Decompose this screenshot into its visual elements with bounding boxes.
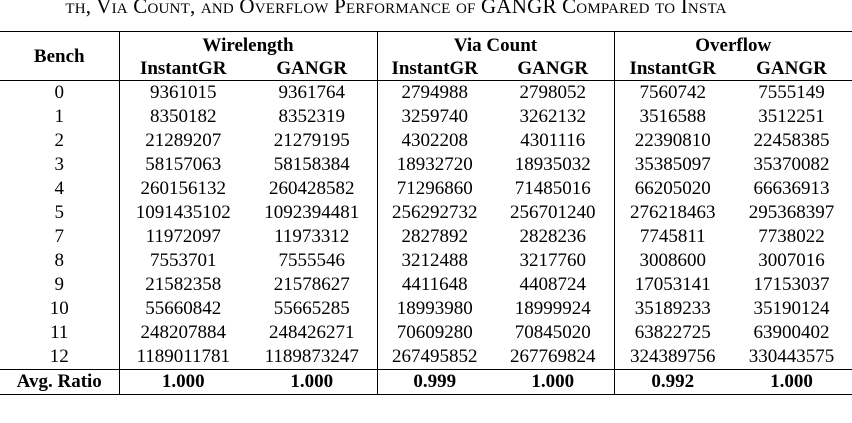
group-header-via-count: Via Count (377, 32, 614, 58)
value-cell: 58158384 (273, 154, 350, 175)
value-cell: 3008600 (614, 249, 731, 273)
results-table (0, 31, 852, 395)
value-cell: 1.000 (770, 371, 813, 392)
value-cell: 11972097 (119, 225, 247, 249)
value-cell: 3512251 (758, 106, 825, 127)
sub-header: InstantGR (119, 57, 247, 81)
value-cell: 21578627 (273, 274, 350, 295)
value-cell: 35385097 (614, 153, 731, 177)
table-row (0, 177, 852, 201)
bench-cell: 7 (54, 226, 64, 247)
sub-header: GANGR (517, 57, 589, 79)
value-cell: 9361015 (119, 81, 247, 106)
group-header-row (0, 32, 852, 58)
value-cell: 35370082 (753, 154, 830, 175)
value-cell: 330443575 (748, 346, 835, 367)
sub-header: InstantGR (377, 57, 492, 81)
value-cell: 70609280 (377, 321, 492, 345)
bench-cell: 0 (54, 82, 64, 103)
group-header-overflow: Overflow (614, 32, 852, 58)
value-cell: 66636913 (753, 178, 830, 199)
value-cell: 3007016 (758, 250, 825, 271)
value-cell: 1.000 (290, 371, 334, 392)
table-row (0, 297, 852, 321)
group-header-wirelength: Wirelength (119, 32, 377, 58)
value-cell: 71296860 (377, 177, 492, 201)
value-cell: 295368397 (748, 202, 835, 223)
bench-cell: 9 (54, 274, 64, 295)
bench-cell: 11 (50, 322, 69, 343)
value-cell: 3262132 (519, 106, 586, 127)
value-cell: 17053141 (614, 273, 731, 297)
bench-cell: 2 (54, 130, 64, 151)
value-cell: 18999924 (514, 298, 591, 319)
value-cell: 4302208 (377, 129, 492, 153)
value-cell: 55665285 (273, 298, 350, 319)
value-cell: 1189011781 (119, 345, 247, 370)
table-row (0, 201, 852, 225)
table-row (0, 249, 852, 273)
value-cell: 0.999 (377, 370, 492, 395)
value-cell: 21289207 (119, 129, 247, 153)
value-cell: 35190124 (753, 298, 830, 319)
bench-cell: 10 (49, 298, 69, 319)
sub-header: GANGR (276, 57, 348, 79)
value-cell: 9361764 (278, 82, 345, 103)
value-cell: 18993980 (377, 297, 492, 321)
table-row (0, 81, 852, 106)
value-cell: 260156132 (119, 177, 247, 201)
value-cell: 256701240 (510, 202, 596, 223)
value-cell: 11973312 (274, 226, 350, 247)
value-cell: 7553701 (119, 249, 247, 273)
value-cell: 66205020 (614, 177, 731, 201)
value-cell: 2827892 (377, 225, 492, 249)
value-cell: 1092394481 (264, 202, 360, 223)
value-cell: 7555149 (758, 82, 825, 103)
value-cell: 1.000 (531, 371, 575, 392)
value-cell: 8350182 (119, 105, 247, 129)
value-cell: 7560742 (614, 81, 731, 106)
value-cell: 22390810 (614, 129, 731, 153)
bench-cell: 8 (54, 250, 64, 271)
bench-cell: 12 (49, 346, 69, 367)
value-cell: 248426271 (269, 322, 355, 343)
value-cell: 0.992 (614, 370, 731, 395)
value-cell: 18932720 (377, 153, 492, 177)
value-cell: 324389756 (614, 345, 731, 370)
value-cell: 256292732 (377, 201, 492, 225)
table-body (0, 81, 852, 395)
value-cell: 3212488 (377, 249, 492, 273)
table-row (0, 345, 852, 370)
table-caption (0, 0, 852, 18)
value-cell: 1189873247 (264, 346, 359, 367)
table-row (0, 153, 852, 177)
value-cell: 4408724 (519, 274, 586, 295)
table-header (0, 32, 852, 81)
value-cell: 260428582 (269, 178, 355, 199)
avg-ratio-label: Avg. Ratio (16, 371, 102, 392)
value-cell: 63900402 (753, 322, 830, 343)
table-row (0, 105, 852, 129)
sub-header: GANGR (756, 57, 827, 79)
value-cell: 2798052 (519, 82, 586, 103)
bench-cell: 3 (54, 154, 64, 175)
value-cell: 17153037 (753, 274, 830, 295)
value-cell: 70845020 (514, 322, 591, 343)
value-cell: 1.000 (119, 370, 247, 395)
value-cell: 4301116 (520, 130, 586, 151)
value-cell: 1091435102 (119, 201, 247, 225)
table-row (0, 225, 852, 249)
value-cell: 8352319 (278, 106, 345, 127)
sub-header-row (0, 57, 852, 81)
value-cell: 3217760 (519, 250, 586, 271)
value-cell: 63822725 (614, 321, 731, 345)
value-cell: 3516588 (614, 105, 731, 129)
bench-header: Bench (33, 46, 85, 67)
table-row (0, 273, 852, 297)
value-cell: 3259740 (377, 105, 492, 129)
value-cell: 7555546 (278, 250, 345, 271)
value-cell: 35189233 (614, 297, 731, 321)
value-cell: 2794988 (377, 81, 492, 106)
value-cell: 22458385 (753, 130, 830, 151)
value-cell: 18935032 (514, 154, 591, 175)
bench-cell: 1 (54, 106, 64, 127)
value-cell: 267769824 (510, 346, 596, 367)
table-row (0, 129, 852, 153)
value-cell: 2828236 (519, 226, 586, 247)
value-cell: 71485016 (514, 178, 591, 199)
avg-ratio-row (0, 370, 852, 395)
sub-header: InstantGR (614, 57, 731, 81)
value-cell: 21582358 (119, 273, 247, 297)
value-cell: 55660842 (119, 297, 247, 321)
bench-cell: 5 (54, 202, 64, 223)
value-cell: 7745811 (614, 225, 731, 249)
value-cell: 4411648 (377, 273, 492, 297)
bench-cell: 4 (54, 178, 64, 199)
value-cell: 21279195 (273, 130, 350, 151)
value-cell: 267495852 (377, 345, 492, 370)
table-caption-text: th, Via Count, and Overflow Performance of GANGR Compared to Insta (65, 0, 727, 18)
value-cell: 276218463 (614, 201, 731, 225)
table-row (0, 321, 852, 345)
value-cell: 7738022 (758, 226, 825, 247)
value-cell: 58157063 (119, 153, 247, 177)
value-cell: 248207884 (119, 321, 247, 345)
